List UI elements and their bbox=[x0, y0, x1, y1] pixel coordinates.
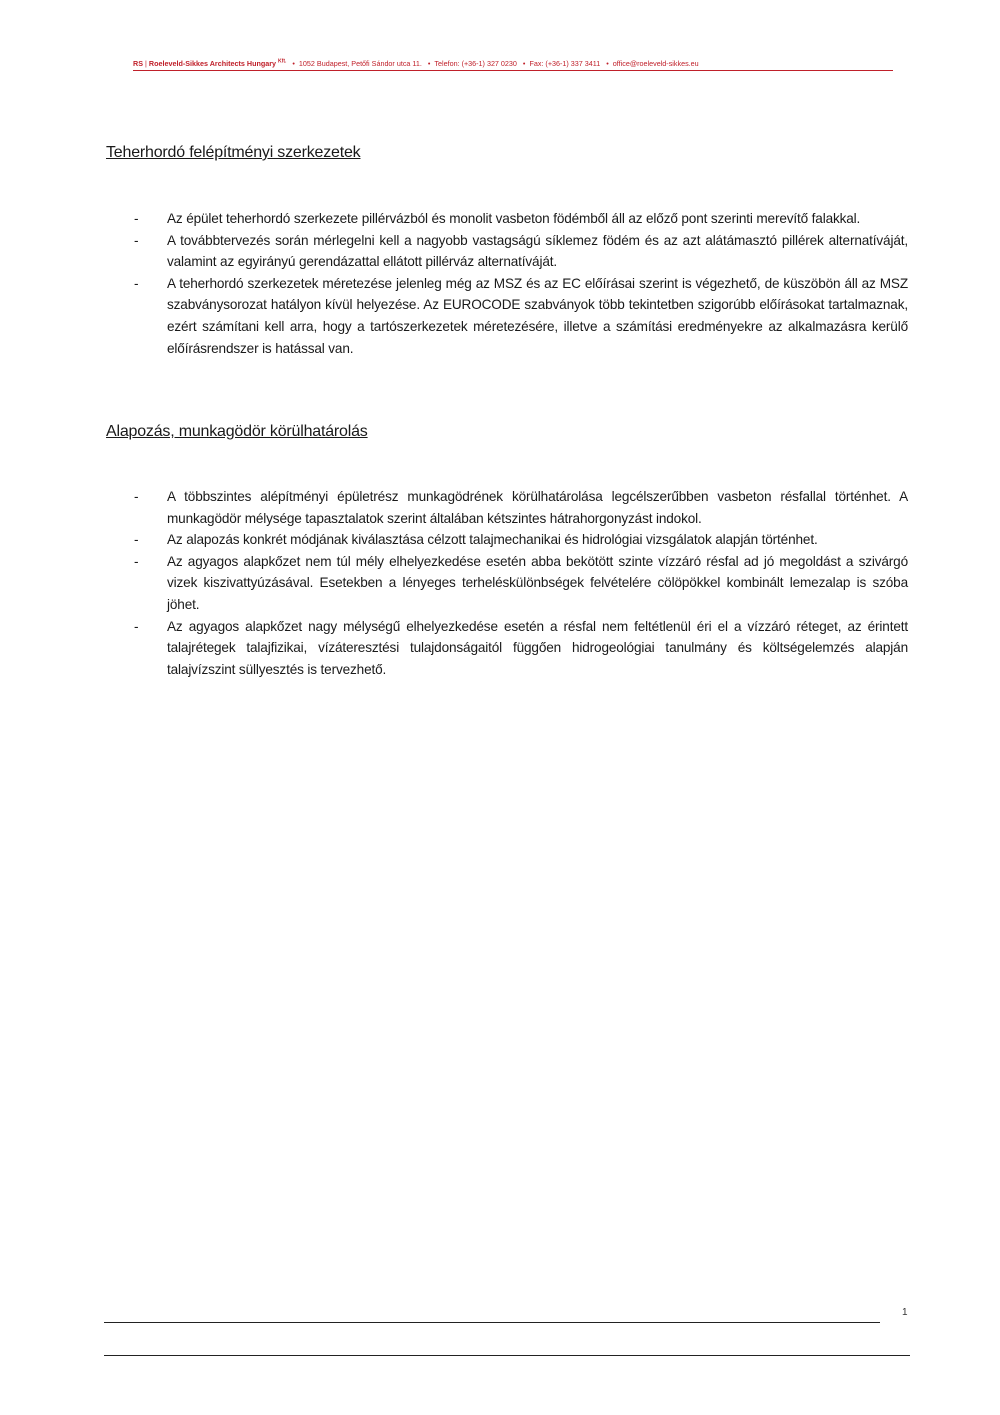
letterhead bbox=[133, 59, 893, 71]
bullet-icon: • bbox=[292, 59, 295, 68]
list-item bbox=[134, 551, 908, 616]
bullet-list-load-bearing bbox=[134, 208, 908, 359]
company-name bbox=[149, 59, 287, 68]
list-item bbox=[134, 616, 908, 681]
list-item bbox=[134, 273, 908, 359]
list-item bbox=[134, 529, 908, 551]
dash-marker: - bbox=[134, 489, 139, 504]
section-title-load-bearing: Teherhordó felépítményi szerkezetek bbox=[106, 144, 361, 161]
bullet-icon: • bbox=[606, 59, 609, 68]
footer-divider-top bbox=[104, 1322, 880, 1323]
letterhead-separator: | bbox=[145, 59, 147, 68]
company-email[interactable]: office@roeleveld-sikkes.eu bbox=[612, 59, 699, 68]
list-item-text: Az agyagos alapkőzet nem túl mély elhelyezkedése esetén abba bekötött szinte vízzáró résfal ad jó megoldást a szivárgó vizek kiszivattyúzásával. Esetekben a lényeges terheléskülönbségek felvételére cölöpökkel kombinált lemezalap is szóba jöhet. bbox=[167, 553, 908, 612]
company-fax: Fax: (+36-1) 337 3411 bbox=[529, 59, 601, 68]
list-item-text: Az alapozás konkrét módjának kiválasztása célzott talajmechanikai és hidrológiai vizsgálatok alapján történhet. bbox=[167, 532, 818, 548]
bullet-icon: • bbox=[522, 59, 526, 68]
dash-marker: - bbox=[134, 618, 139, 634]
dash-marker: - bbox=[134, 532, 139, 548]
list-item bbox=[134, 208, 908, 230]
company-address: 1052 Budapest, Petőfi Sándor utca 11. bbox=[298, 59, 422, 68]
footer-divider-bottom bbox=[104, 1355, 910, 1356]
list-item-text: A továbbtervezés során mérlegelni kell a nagyobb vastagságú síklemez födém és az azt alátámasztó pillérek alternatíváját, valamint az egyirányú gerendázattal ellátott pillérváz alternatíváját. bbox=[167, 232, 908, 270]
page-number: 1 bbox=[902, 1307, 908, 1318]
company-phone: Telefon: (+36-1) 327 0230 bbox=[434, 59, 517, 68]
bullet-list-foundation bbox=[134, 486, 908, 680]
list-item bbox=[134, 230, 908, 273]
list-item-text: Az agyagos alapkőzet nagy mélységű elhelyezkedése esetén a résfal nem feltétlenül éri el a vízzáró réteget, az érintett talajrétegek talajfizikai, vízáteresztési tulajdonságaitól függően hidrogeológiai tanulmány és költségelemzés alapján talajvízszint süllyesztés is tervezhető. bbox=[167, 618, 908, 677]
company-suffix: Kft. bbox=[278, 58, 287, 65]
company-logo-rs: RS bbox=[133, 59, 143, 68]
dash-marker: - bbox=[134, 211, 139, 226]
list-item bbox=[134, 486, 908, 529]
dash-marker: - bbox=[134, 553, 139, 569]
list-item-text: A teherhordó szerkezetek méretezése jelenleg még az MSZ és az EC előírásai szerint is végezhető, de küszöbön áll az MSZ szabványsorozat hatályon kívül helyezése. Az EUROCODE szabványok több tekintetben szigorúbb előírásokat tartalmaznak, ezért számítani kell arra, hogy a tartószerkezetek méretezésére, illetve a számítási eredményekre az alkalmazásra kerülő előírásrendszer is hatással van. bbox=[167, 275, 908, 356]
dash-marker: - bbox=[134, 275, 139, 291]
company-name-text: Roeleveld-Sikkes Architects Hungary bbox=[148, 59, 277, 68]
list-item-text: A többszintes alépítményi épületrész munkagödrének körülhatárolása legcélszerűbben vasbeton résfallal történhet. A munkagödör mélysége tapasztalatok szerint általában kétszintes hátrahorgonyzást indokol. bbox=[167, 489, 908, 526]
section-title-foundation: Alapozás, munkagödör körülhatárolás bbox=[106, 423, 368, 440]
bullet-icon: • bbox=[427, 59, 431, 68]
list-item-text: Az épület teherhordó szerkezete pillérvázból és monolit vasbeton födémből áll az előző pont szerinti merevítő falakkal. bbox=[167, 211, 861, 226]
dash-marker: - bbox=[134, 232, 139, 248]
